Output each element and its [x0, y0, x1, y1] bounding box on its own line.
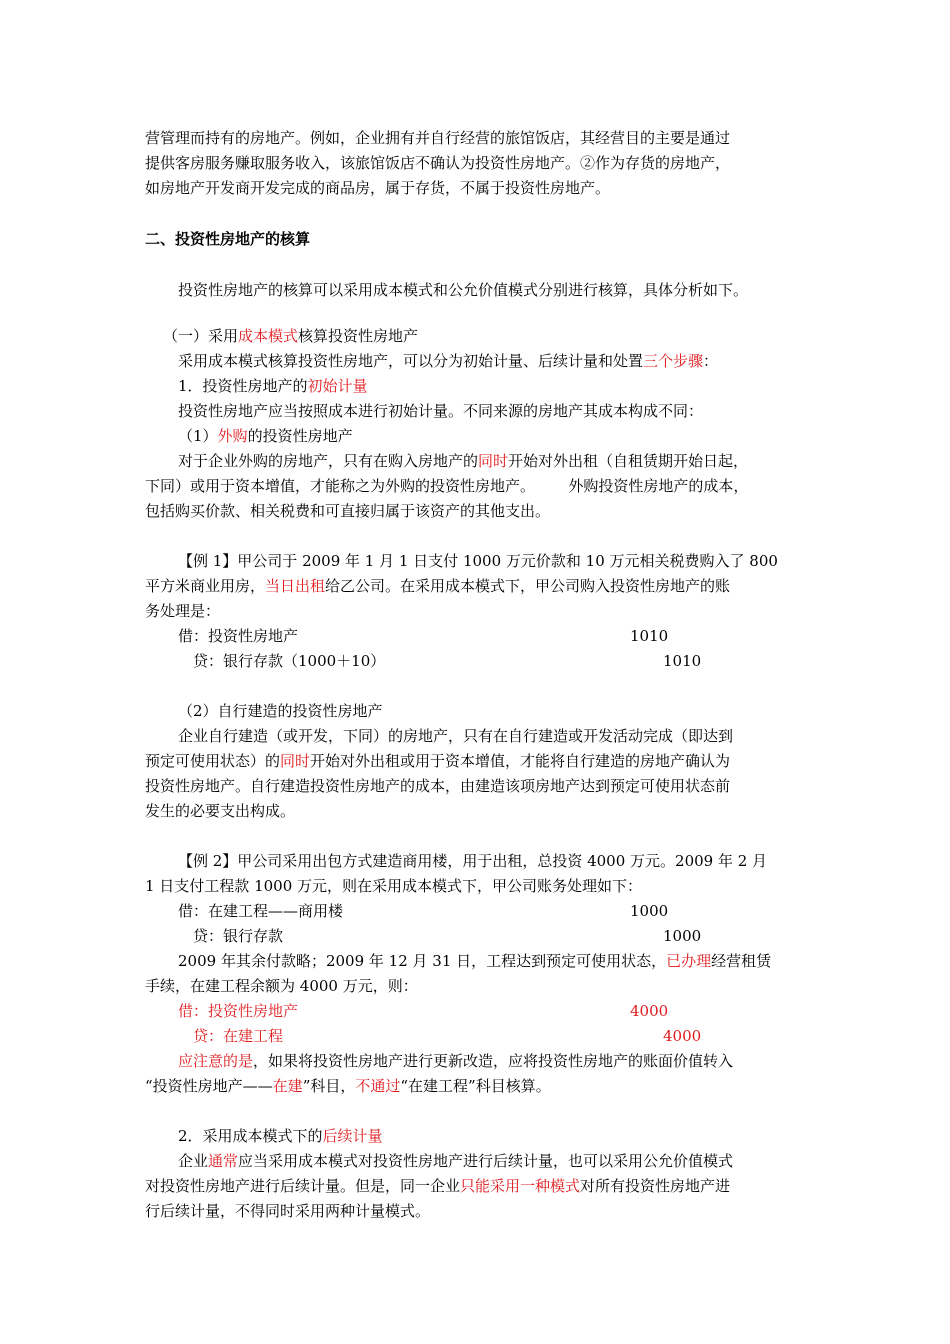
journal-2-credit-amount: 1000 — [663, 927, 702, 945]
journal-1-credit-amount: 1010 — [663, 652, 702, 670]
initial-measurement-title: 1．投资性房地产的初始计量 — [178, 377, 368, 395]
example-1-line-2: 平方米商业用房，当日出租给乙公司。在采用成本模式下，甲公司购入投资性房地产的账 — [145, 577, 731, 595]
highlight-cost-model: 成本模式 — [238, 327, 299, 345]
subsequent-line-2: 对投资性房地产进行后续计量。但是，同一企业只能采用一种模式对所有投资性房地产进 — [145, 1177, 731, 1195]
intro-line-2: 提供客房服务赚取服务收入，该旅馆饭店不确认为投资性房地产。②作为存货的房地产， — [145, 154, 731, 172]
subsequent-line-3: 行后续计量，不得同时采用两种计量模式。 — [145, 1202, 431, 1220]
highlight-simultaneous: 同时 — [478, 452, 509, 470]
journal-2-debit-label: 借：在建工程——商用楼 — [178, 902, 344, 920]
example-2-line-2: 1 日支付工程款 1000 万元，则在采用成本模式下，甲公司账务处理如下： — [145, 877, 643, 895]
journal-1-debit-amount: 1010 — [630, 627, 669, 645]
highlight-one-model: 只能采用一种模式 — [460, 1177, 581, 1195]
overview-paragraph: 投资性房地产的核算可以采用成本模式和公允价值模式分别进行核算，具体分析如下。 — [178, 281, 749, 299]
highlight-simultaneous-2: 同时 — [280, 752, 311, 770]
highlight-note: 应注意的是 — [178, 1052, 254, 1070]
journal-3-debit-amount: 4000 — [630, 1002, 669, 1020]
journal-3-credit-amount: 4000 — [663, 1027, 702, 1045]
initial-measurement-desc: 投资性房地产应当按照成本进行初始计量。不同来源的房地产其成本构成不同： — [178, 402, 704, 420]
journal-2-credit-label: 贷：银行存款 — [193, 927, 284, 945]
purchased-title: （1）外购的投资性房地产 — [178, 427, 353, 445]
highlight-not-through: 不通过 — [355, 1077, 401, 1095]
section-heading: 二、投资性房地产的核算 — [145, 230, 311, 248]
self-built-line-4: 发生的必要支出构成。 — [145, 802, 296, 820]
highlight-initial-measurement: 初始计量 — [307, 377, 368, 395]
subsequent-line-1: 企业通常应当采用成本模式对投资性房地产进行后续计量，也可以采用公允价值模式 — [178, 1152, 734, 1170]
self-built-line-1: 企业自行建造（或开发，下同）的房地产，只有在自行建造或开发活动完成（即达到 — [178, 727, 734, 745]
highlight-completed: 已办理 — [666, 952, 712, 970]
example-2-line-4: 手续，在建工程余额为 4000 万元，则： — [145, 977, 418, 995]
example-2-line-3: 2009 年其余付款略；2009 年 12 月 31 日，工程达到预定可使用状态，已办理经营租赁 — [178, 952, 772, 970]
highlight-subsequent: 后续计量 — [322, 1127, 383, 1145]
highlight-same-day-lease: 当日出租 — [265, 577, 326, 595]
highlight-usually: 通常 — [208, 1152, 239, 1170]
example-1-line-3: 务处理是： — [145, 602, 221, 620]
example-2-line-1: 【例 2】甲公司采用出包方式建造商用楼，用于出租，总投资 4000 万元。2009 年 2 月 — [178, 852, 768, 870]
purchased-line-3: 包括购买价款、相关税费和可直接归属于该资产的其他支出。 — [145, 502, 551, 520]
note-line-2: “投资性房地产——在建”科目，不通过“在建工程”科目核算。 — [145, 1077, 551, 1095]
self-built-title: （2）自行建造的投资性房地产 — [178, 702, 383, 720]
journal-1-credit-label: 贷：银行存款（1000＋10） — [193, 652, 386, 670]
self-built-line-3: 投资性房地产。自行建造投资性房地产的成本，由建造该项房地产达到预定可使用状态前 — [145, 777, 731, 795]
steps-line: 采用成本模式核算投资性房地产，可以分为初始计量、后续计量和处置三个步骤： — [178, 352, 719, 370]
highlight-under-construction: 在建 — [272, 1077, 303, 1095]
self-built-line-2: 预定可使用状态）的同时开始对外出租或用于资本增值，才能将自行建造的房地产确认为 — [145, 752, 731, 770]
highlight-three-steps: 三个步骤 — [643, 352, 704, 370]
journal-1-debit-label: 借：投资性房地产 — [178, 627, 299, 645]
intro-line-3: 如房地产开发商开发完成的商品房，属于存货，不属于投资性房地产。 — [145, 179, 611, 197]
subsequent-title: 2．采用成本模式下的后续计量 — [178, 1127, 383, 1145]
cost-model-title: （一）采用成本模式核算投资性房地产 — [163, 327, 419, 345]
example-1-line-1: 【例 1】甲公司于 2009 年 1 月 1 日支付 1000 万元价款和 10 万元相关税费购入了 800 — [178, 552, 778, 570]
journal-3-debit-label: 借：投资性房地产 — [178, 1002, 299, 1020]
note-line-1: 应注意的是，如果将投资性房地产进行更新改造，应将投资性房地产的账面价值转入 — [178, 1052, 734, 1070]
purchased-line-2: 下同）或用于资本增值，才能称之为外购的投资性房地产。 外购投资性房地产的成本， — [145, 477, 749, 495]
journal-2-debit-amount: 1000 — [630, 902, 669, 920]
purchased-line-1: 对于企业外购的房地产，只有在购入房地产的同时开始对外出租（自租赁期开始日起， — [178, 452, 749, 470]
intro-line-1: 营管理而持有的房地产。例如，企业拥有并自行经营的旅馆饭店，其经营目的主要是通过 — [145, 129, 731, 147]
journal-3-credit-label: 贷：在建工程 — [193, 1027, 284, 1045]
highlight-purchased: 外购 — [217, 427, 248, 445]
